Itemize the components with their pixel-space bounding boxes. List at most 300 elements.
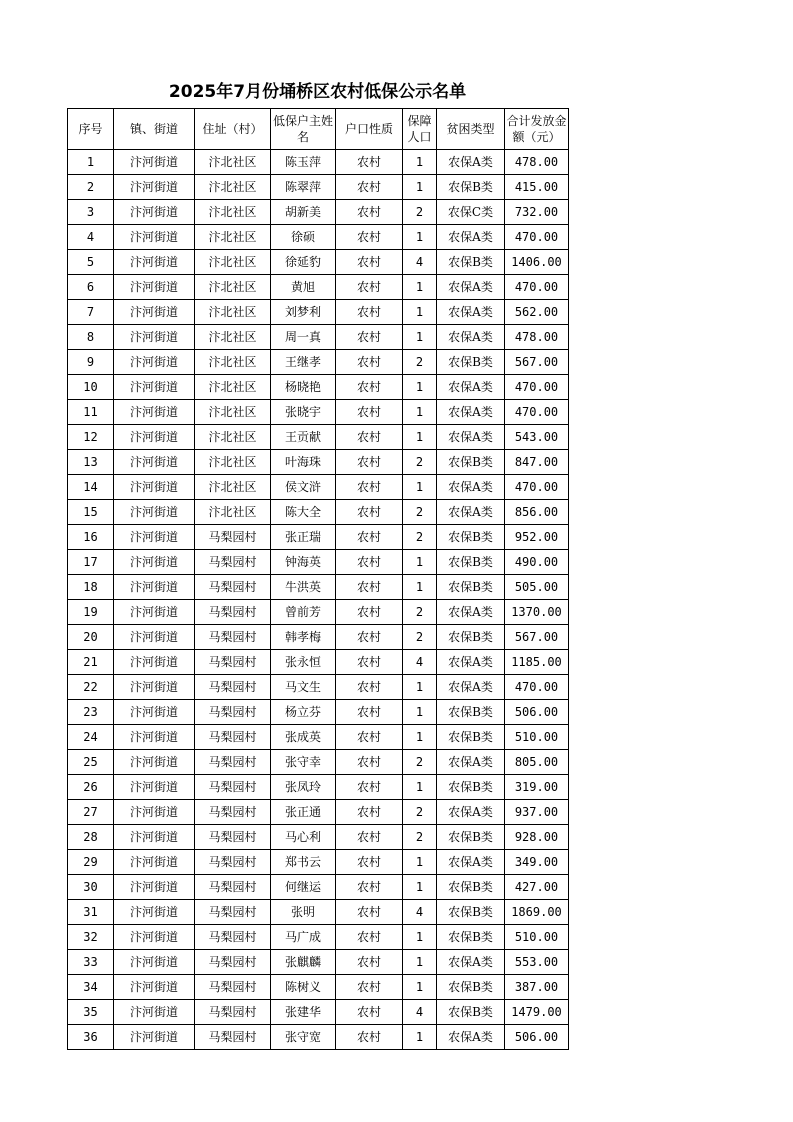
street-cell: 汴河街道 <box>114 150 195 175</box>
amount-cell: 470.00 <box>505 400 569 425</box>
address-cell: 汴北社区 <box>195 475 271 500</box>
table-row <box>68 575 569 600</box>
street-cell: 汴河街道 <box>114 775 195 800</box>
household-type-cell: 农村 <box>336 350 403 375</box>
serial-cell: 29 <box>68 850 114 875</box>
poverty-type-cell: 农保B类 <box>437 350 505 375</box>
head-name-cell: 张麒麟 <box>271 950 336 975</box>
poverty-type-cell: 农保A类 <box>437 275 505 300</box>
covered-persons-cell: 2 <box>403 200 437 225</box>
covered-persons-cell: 1 <box>403 400 437 425</box>
amount-cell: 1479.00 <box>505 1000 569 1025</box>
street-cell: 汴河街道 <box>114 325 195 350</box>
address-cell: 马梨园村 <box>195 550 271 575</box>
street-cell: 汴河街道 <box>114 1000 195 1025</box>
street-cell: 汴河街道 <box>114 575 195 600</box>
subsistence-roster-table <box>67 108 569 1050</box>
address-cell: 汴北社区 <box>195 225 271 250</box>
street-cell: 汴河街道 <box>114 350 195 375</box>
address-cell: 马梨园村 <box>195 900 271 925</box>
covered-persons-cell: 1 <box>403 575 437 600</box>
head-name-cell: 杨晓艳 <box>271 375 336 400</box>
household-type-cell: 农村 <box>336 775 403 800</box>
serial-cell: 3 <box>68 200 114 225</box>
address-cell: 马梨园村 <box>195 750 271 775</box>
head-name-cell: 王继孝 <box>271 350 336 375</box>
covered-persons-cell: 1 <box>403 875 437 900</box>
address-cell: 汴北社区 <box>195 450 271 475</box>
poverty-type-cell: 农保B类 <box>437 925 505 950</box>
household-type-cell: 农村 <box>336 525 403 550</box>
poverty-type-cell: 农保A类 <box>437 850 505 875</box>
table-row <box>68 150 569 175</box>
amount-cell: 470.00 <box>505 275 569 300</box>
address-cell: 马梨园村 <box>195 925 271 950</box>
table-row <box>68 375 569 400</box>
table-row <box>68 925 569 950</box>
serial-cell: 17 <box>68 550 114 575</box>
table-row <box>68 200 569 225</box>
table-row <box>68 500 569 525</box>
table-row <box>68 475 569 500</box>
head-name-cell: 胡新美 <box>271 200 336 225</box>
amount-cell: 567.00 <box>505 350 569 375</box>
household-type-cell: 农村 <box>336 625 403 650</box>
serial-cell: 23 <box>68 700 114 725</box>
head-name-cell: 张晓宇 <box>271 400 336 425</box>
poverty-type-cell: 农保A类 <box>437 300 505 325</box>
amount-cell: 732.00 <box>505 200 569 225</box>
address-cell: 马梨园村 <box>195 725 271 750</box>
table-row <box>68 700 569 725</box>
household-type-cell: 农村 <box>336 725 403 750</box>
address-cell: 汴北社区 <box>195 425 271 450</box>
head-name-cell: 张永恒 <box>271 650 336 675</box>
covered-persons-cell: 2 <box>403 825 437 850</box>
amount-cell: 470.00 <box>505 675 569 700</box>
household-type-cell: 农村 <box>336 825 403 850</box>
address-cell: 汴北社区 <box>195 150 271 175</box>
head-name-cell: 陈玉萍 <box>271 150 336 175</box>
street-cell: 汴河街道 <box>114 750 195 775</box>
street-cell: 汴河街道 <box>114 625 195 650</box>
serial-cell: 4 <box>68 225 114 250</box>
household-type-cell: 农村 <box>336 750 403 775</box>
covered-persons-cell: 1 <box>403 150 437 175</box>
poverty-type-cell: 农保A类 <box>437 475 505 500</box>
street-cell: 汴河街道 <box>114 700 195 725</box>
poverty-type-cell: 农保B类 <box>437 250 505 275</box>
amount-cell: 387.00 <box>505 975 569 1000</box>
household-type-cell: 农村 <box>336 300 403 325</box>
amount-cell: 1185.00 <box>505 650 569 675</box>
street-cell: 汴河街道 <box>114 550 195 575</box>
street-cell: 汴河街道 <box>114 600 195 625</box>
covered-persons-cell: 1 <box>403 1025 437 1050</box>
head-name-cell: 曾前芳 <box>271 600 336 625</box>
street-cell: 汴河街道 <box>114 475 195 500</box>
amount-cell: 505.00 <box>505 575 569 600</box>
household-type-cell: 农村 <box>336 800 403 825</box>
amount-cell: 510.00 <box>505 725 569 750</box>
amount-cell: 427.00 <box>505 875 569 900</box>
address-cell: 马梨园村 <box>195 1000 271 1025</box>
address-cell: 马梨园村 <box>195 650 271 675</box>
table-row <box>68 825 569 850</box>
table-header-row <box>68 109 569 150</box>
amount-cell: 1370.00 <box>505 600 569 625</box>
poverty-type-cell: 农保A类 <box>437 325 505 350</box>
household-type-cell: 农村 <box>336 250 403 275</box>
poverty-type-cell: 农保B类 <box>437 575 505 600</box>
table-row <box>68 950 569 975</box>
amount-cell: 349.00 <box>505 850 569 875</box>
table-row <box>68 975 569 1000</box>
amount-cell: 928.00 <box>505 825 569 850</box>
poverty-type-cell: 农保C类 <box>437 200 505 225</box>
table-row <box>68 225 569 250</box>
address-cell: 马梨园村 <box>195 850 271 875</box>
address-cell: 汴北社区 <box>195 400 271 425</box>
household-type-cell: 农村 <box>336 650 403 675</box>
poverty-type-cell: 农保A类 <box>437 225 505 250</box>
street-cell: 汴河街道 <box>114 725 195 750</box>
covered-persons-cell: 2 <box>403 450 437 475</box>
amount-cell: 510.00 <box>505 925 569 950</box>
serial-cell: 34 <box>68 975 114 1000</box>
head-name-cell: 刘梦利 <box>271 300 336 325</box>
serial-cell: 25 <box>68 750 114 775</box>
table-row <box>68 675 569 700</box>
household-type-cell: 农村 <box>336 275 403 300</box>
serial-cell: 28 <box>68 825 114 850</box>
serial-cell: 2 <box>68 175 114 200</box>
poverty-type-cell: 农保B类 <box>437 1000 505 1025</box>
covered-persons-cell: 1 <box>403 275 437 300</box>
covered-persons-cell: 1 <box>403 950 437 975</box>
street-cell: 汴河街道 <box>114 200 195 225</box>
amount-cell: 415.00 <box>505 175 569 200</box>
poverty-type-cell: 农保A类 <box>437 800 505 825</box>
serial-cell: 35 <box>68 1000 114 1025</box>
household-type-cell: 农村 <box>336 1025 403 1050</box>
serial-cell: 10 <box>68 375 114 400</box>
serial-cell: 27 <box>68 800 114 825</box>
covered-persons-cell: 1 <box>403 175 437 200</box>
table-row <box>68 750 569 775</box>
head-name-cell: 张明 <box>271 900 336 925</box>
table-row <box>68 1025 569 1050</box>
covered-persons-cell: 1 <box>403 850 437 875</box>
serial-cell: 24 <box>68 725 114 750</box>
poverty-type-cell: 农保B类 <box>437 525 505 550</box>
table-row <box>68 850 569 875</box>
serial-cell: 19 <box>68 600 114 625</box>
household-type-cell: 农村 <box>336 500 403 525</box>
table-row <box>68 325 569 350</box>
poverty-type-cell: 农保B类 <box>437 700 505 725</box>
serial-cell: 20 <box>68 625 114 650</box>
table-row <box>68 550 569 575</box>
street-cell: 汴河街道 <box>114 850 195 875</box>
head-name-cell: 张成英 <box>271 725 336 750</box>
amount-cell: 506.00 <box>505 1025 569 1050</box>
head-name-cell: 陈大全 <box>271 500 336 525</box>
table-row <box>68 625 569 650</box>
household-type-cell: 农村 <box>336 925 403 950</box>
street-cell: 汴河街道 <box>114 250 195 275</box>
poverty-type-cell: 农保A类 <box>437 950 505 975</box>
address-cell: 汴北社区 <box>195 350 271 375</box>
street-cell: 汴河街道 <box>114 900 195 925</box>
head-name-cell: 陈翠萍 <box>271 175 336 200</box>
street-cell: 汴河街道 <box>114 225 195 250</box>
covered-persons-cell: 1 <box>403 425 437 450</box>
street-cell: 汴河街道 <box>114 400 195 425</box>
head-name-cell: 马广成 <box>271 925 336 950</box>
amount-cell: 490.00 <box>505 550 569 575</box>
address-cell: 马梨园村 <box>195 975 271 1000</box>
street-cell: 汴河街道 <box>114 650 195 675</box>
covered-persons-cell: 4 <box>403 1000 437 1025</box>
header-head-name: 低保户主姓名 <box>271 109 336 150</box>
serial-cell: 9 <box>68 350 114 375</box>
covered-persons-cell: 1 <box>403 225 437 250</box>
poverty-type-cell: 农保A类 <box>437 650 505 675</box>
street-cell: 汴河街道 <box>114 375 195 400</box>
table-row <box>68 400 569 425</box>
poverty-type-cell: 农保A类 <box>437 675 505 700</box>
street-cell: 汴河街道 <box>114 950 195 975</box>
covered-persons-cell: 1 <box>403 925 437 950</box>
head-name-cell: 牛洪英 <box>271 575 336 600</box>
address-cell: 马梨园村 <box>195 600 271 625</box>
head-name-cell: 张守宽 <box>271 1025 336 1050</box>
head-name-cell: 徐延豹 <box>271 250 336 275</box>
head-name-cell: 马文生 <box>271 675 336 700</box>
head-name-cell: 张正通 <box>271 800 336 825</box>
street-cell: 汴河街道 <box>114 1025 195 1050</box>
amount-cell: 856.00 <box>505 500 569 525</box>
household-type-cell: 农村 <box>336 600 403 625</box>
covered-persons-cell: 2 <box>403 500 437 525</box>
head-name-cell: 叶海珠 <box>271 450 336 475</box>
street-cell: 汴河街道 <box>114 275 195 300</box>
covered-persons-cell: 1 <box>403 700 437 725</box>
amount-cell: 506.00 <box>505 700 569 725</box>
household-type-cell: 农村 <box>336 900 403 925</box>
header-street: 镇、街道 <box>114 109 195 150</box>
serial-cell: 13 <box>68 450 114 475</box>
poverty-type-cell: 农保A类 <box>437 500 505 525</box>
street-cell: 汴河街道 <box>114 300 195 325</box>
header-poverty-type: 贫困类型 <box>437 109 505 150</box>
poverty-type-cell: 农保A类 <box>437 400 505 425</box>
head-name-cell: 何继运 <box>271 875 336 900</box>
head-name-cell: 杨立芬 <box>271 700 336 725</box>
head-name-cell: 侯文浒 <box>271 475 336 500</box>
household-type-cell: 农村 <box>336 950 403 975</box>
head-name-cell: 周一真 <box>271 325 336 350</box>
serial-cell: 7 <box>68 300 114 325</box>
table-row <box>68 1000 569 1025</box>
serial-cell: 8 <box>68 325 114 350</box>
address-cell: 马梨园村 <box>195 825 271 850</box>
serial-cell: 14 <box>68 475 114 500</box>
poverty-type-cell: 农保B类 <box>437 550 505 575</box>
serial-cell: 16 <box>68 525 114 550</box>
covered-persons-cell: 1 <box>403 325 437 350</box>
serial-cell: 1 <box>68 150 114 175</box>
poverty-type-cell: 农保B类 <box>437 900 505 925</box>
address-cell: 马梨园村 <box>195 875 271 900</box>
serial-cell: 18 <box>68 575 114 600</box>
table-row <box>68 525 569 550</box>
address-cell: 汴北社区 <box>195 375 271 400</box>
address-cell: 马梨园村 <box>195 700 271 725</box>
street-cell: 汴河街道 <box>114 425 195 450</box>
amount-cell: 562.00 <box>505 300 569 325</box>
poverty-type-cell: 农保B类 <box>437 875 505 900</box>
covered-persons-cell: 2 <box>403 600 437 625</box>
covered-persons-cell: 1 <box>403 475 437 500</box>
address-cell: 汴北社区 <box>195 275 271 300</box>
amount-cell: 470.00 <box>505 475 569 500</box>
amount-cell: 805.00 <box>505 750 569 775</box>
amount-cell: 553.00 <box>505 950 569 975</box>
street-cell: 汴河街道 <box>114 450 195 475</box>
street-cell: 汴河街道 <box>114 525 195 550</box>
head-name-cell: 张建华 <box>271 1000 336 1025</box>
address-cell: 汴北社区 <box>195 175 271 200</box>
poverty-type-cell: 农保A类 <box>437 375 505 400</box>
serial-cell: 5 <box>68 250 114 275</box>
head-name-cell: 郑书云 <box>271 850 336 875</box>
address-cell: 马梨园村 <box>195 1025 271 1050</box>
serial-cell: 31 <box>68 900 114 925</box>
head-name-cell: 韩孝梅 <box>271 625 336 650</box>
table-body <box>68 150 569 1050</box>
amount-cell: 937.00 <box>505 800 569 825</box>
poverty-type-cell: 农保B类 <box>437 625 505 650</box>
address-cell: 汴北社区 <box>195 325 271 350</box>
header-serial: 序号 <box>68 109 114 150</box>
street-cell: 汴河街道 <box>114 825 195 850</box>
head-name-cell: 张凤玲 <box>271 775 336 800</box>
table-row <box>68 275 569 300</box>
address-cell: 马梨园村 <box>195 950 271 975</box>
serial-cell: 33 <box>68 950 114 975</box>
covered-persons-cell: 2 <box>403 525 437 550</box>
household-type-cell: 农村 <box>336 375 403 400</box>
poverty-type-cell: 农保B类 <box>437 775 505 800</box>
poverty-type-cell: 农保A类 <box>437 425 505 450</box>
address-cell: 汴北社区 <box>195 300 271 325</box>
household-type-cell: 农村 <box>336 150 403 175</box>
street-cell: 汴河街道 <box>114 975 195 1000</box>
table-row <box>68 600 569 625</box>
household-type-cell: 农村 <box>336 225 403 250</box>
household-type-cell: 农村 <box>336 450 403 475</box>
head-name-cell: 陈树义 <box>271 975 336 1000</box>
table-row <box>68 725 569 750</box>
table-row <box>68 175 569 200</box>
household-type-cell: 农村 <box>336 425 403 450</box>
document-title: 2025年7月份埇桥区农村低保公示名单 <box>168 82 467 102</box>
household-type-cell: 农村 <box>336 550 403 575</box>
serial-cell: 26 <box>68 775 114 800</box>
covered-persons-cell: 2 <box>403 625 437 650</box>
table-row <box>68 650 569 675</box>
covered-persons-cell: 1 <box>403 375 437 400</box>
serial-cell: 32 <box>68 925 114 950</box>
serial-cell: 11 <box>68 400 114 425</box>
poverty-type-cell: 农保B类 <box>437 725 505 750</box>
street-cell: 汴河街道 <box>114 675 195 700</box>
covered-persons-cell: 1 <box>403 775 437 800</box>
amount-cell: 478.00 <box>505 325 569 350</box>
table-row <box>68 450 569 475</box>
household-type-cell: 农村 <box>336 875 403 900</box>
covered-persons-cell: 1 <box>403 675 437 700</box>
amount-cell: 478.00 <box>505 150 569 175</box>
covered-persons-cell: 1 <box>403 975 437 1000</box>
serial-cell: 12 <box>68 425 114 450</box>
amount-cell: 470.00 <box>505 225 569 250</box>
table-row <box>68 250 569 275</box>
serial-cell: 36 <box>68 1025 114 1050</box>
serial-cell: 22 <box>68 675 114 700</box>
street-cell: 汴河街道 <box>114 500 195 525</box>
serial-cell: 21 <box>68 650 114 675</box>
household-type-cell: 农村 <box>336 850 403 875</box>
poverty-type-cell: 农保B类 <box>437 825 505 850</box>
table-row <box>68 875 569 900</box>
covered-persons-cell: 2 <box>403 800 437 825</box>
street-cell: 汴河街道 <box>114 875 195 900</box>
address-cell: 马梨园村 <box>195 675 271 700</box>
header-address: 住址（村） <box>195 109 271 150</box>
amount-cell: 1869.00 <box>505 900 569 925</box>
address-cell: 汴北社区 <box>195 200 271 225</box>
covered-persons-cell: 4 <box>403 650 437 675</box>
address-cell: 马梨园村 <box>195 775 271 800</box>
covered-persons-cell: 1 <box>403 300 437 325</box>
serial-cell: 6 <box>68 275 114 300</box>
household-type-cell: 农村 <box>336 975 403 1000</box>
head-name-cell: 钟海英 <box>271 550 336 575</box>
address-cell: 马梨园村 <box>195 800 271 825</box>
header-household-type: 户口性质 <box>336 109 403 150</box>
address-cell: 马梨园村 <box>195 575 271 600</box>
household-type-cell: 农村 <box>336 575 403 600</box>
table-row <box>68 350 569 375</box>
covered-persons-cell: 2 <box>403 750 437 775</box>
poverty-type-cell: 农保B类 <box>437 975 505 1000</box>
address-cell: 汴北社区 <box>195 500 271 525</box>
table-row <box>68 300 569 325</box>
address-cell: 汴北社区 <box>195 250 271 275</box>
covered-persons-cell: 1 <box>403 725 437 750</box>
serial-cell: 15 <box>68 500 114 525</box>
household-type-cell: 农村 <box>336 175 403 200</box>
amount-cell: 1406.00 <box>505 250 569 275</box>
amount-cell: 543.00 <box>505 425 569 450</box>
poverty-type-cell: 农保A类 <box>437 1025 505 1050</box>
household-type-cell: 农村 <box>336 1000 403 1025</box>
head-name-cell: 张守幸 <box>271 750 336 775</box>
head-name-cell: 黄旭 <box>271 275 336 300</box>
